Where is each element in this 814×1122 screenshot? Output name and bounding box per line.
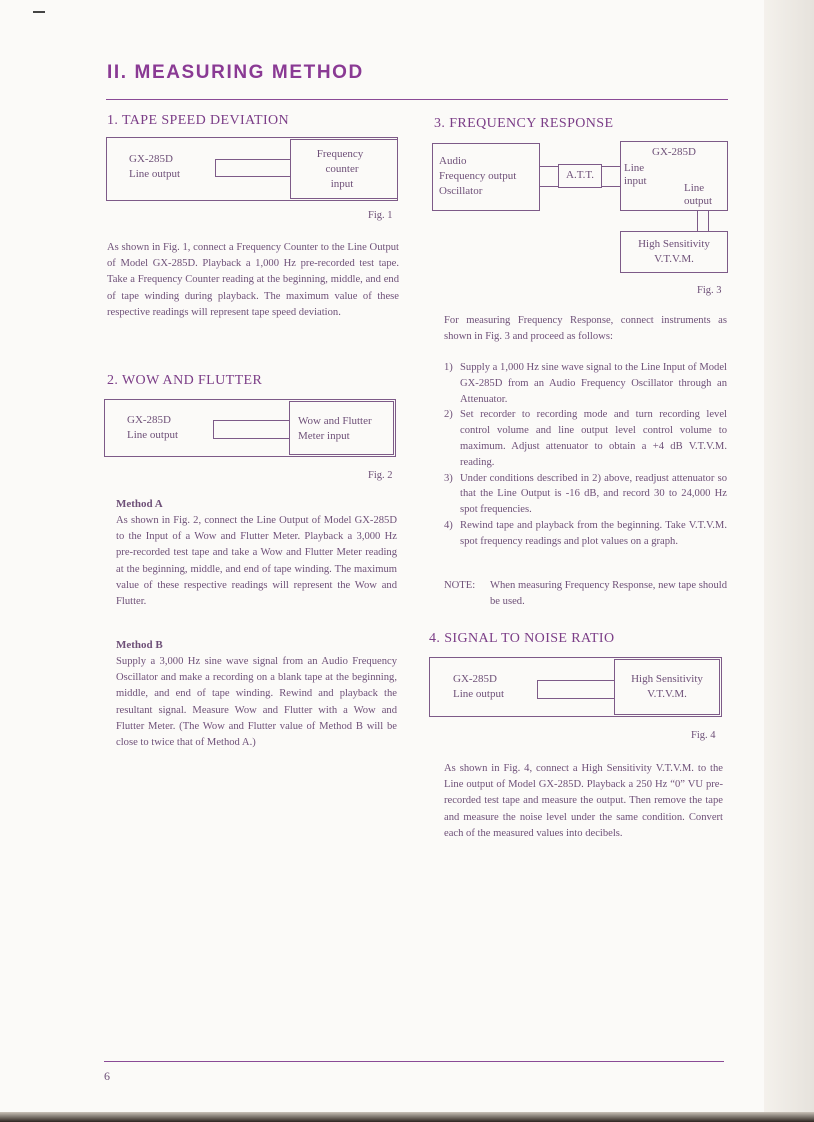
fig3-caption: Fig. 3 xyxy=(697,285,722,296)
fig3-cable-b-top xyxy=(602,166,620,167)
fig1-line-output-label: Line output xyxy=(129,168,181,180)
method-b-title: Method B xyxy=(116,639,163,651)
dash-mark xyxy=(33,11,45,13)
fig2-caption: Fig. 2 xyxy=(368,470,393,481)
section-3-intro: For measuring Frequency Response, connect instruments as shown in Fig. 3 and proceed as follows: xyxy=(444,315,727,343)
fig3-cable-a-bottom xyxy=(540,186,558,187)
fig2-cable-bottom xyxy=(213,438,289,439)
fig2-meter-line1: Wow and Flutter xyxy=(298,415,372,427)
fig3-cable-c-right xyxy=(708,211,709,231)
fig3-cable-c-left xyxy=(697,211,698,231)
fig3-cable-b-bottom xyxy=(602,186,620,187)
section-4-paragraph: As shown in Fig. 4, connect a High Sensitivity V.T.V.M. to the Line output of Model GX-285D. Playback a 250 Hz “0” VU pre-recorded test tape and measure the output. Then remove the tape and measure the noise level under the same condition. Convert each of the measured values into decibels. xyxy=(444,763,723,839)
fig2-meter-line2: Meter input xyxy=(298,430,350,442)
method-b-text: Supply a 3,000 Hz sine wave signal from an Audio Frequency Oscillator and make a recording on a blank tape at the beginning, middle, and end of tape winding. Rewind and playback the resultant signal. Measure Wow and Flutter with a Wow and Flutter Meter. (The Wow and Flutter value of Method B will be close to twice that of Method A.) xyxy=(116,656,397,749)
footer-rule xyxy=(104,1061,724,1062)
fig3-line-input-1: Line xyxy=(624,162,645,174)
fig2-gx-label: GX-285D xyxy=(127,414,171,426)
fig3-cable-a-top xyxy=(540,166,558,167)
fig3-gx-title: GX-285D xyxy=(652,146,696,158)
section-1-heading: 1. TAPE SPEED DEVIATION xyxy=(107,113,290,128)
fig3-osc-line3: Oscillator xyxy=(439,185,483,197)
page-title: II. MEASURING METHOD xyxy=(107,62,364,83)
note-text: When measuring Frequency Response, new tape should be used. xyxy=(490,580,727,608)
fig4-vtvm-line1: High Sensitivity xyxy=(631,673,703,685)
fig1-counter-line3: input xyxy=(330,178,354,190)
method-a-title: Method A xyxy=(116,498,163,510)
fig4-cable-top xyxy=(537,680,614,681)
fig4-cable-end xyxy=(537,680,538,698)
fig3-vtvm-line2: V.T.V.M. xyxy=(654,253,694,265)
section-2-heading: 2. WOW AND FLUTTER xyxy=(107,373,263,388)
fig3-osc-line2: Frequency output xyxy=(439,170,517,182)
fig1-caption: Fig. 1 xyxy=(368,210,393,221)
fig3-att-label: A.T.T. xyxy=(566,169,594,181)
fig1-cable-end xyxy=(215,159,216,176)
step-1: 1) Supply a 1,000 Hz sine wave signal to the Line Input of Model GX-285D from an Audio Frequency Oscillator through an Attenuator. xyxy=(444,362,727,405)
fig2-cable-end xyxy=(213,420,214,438)
page-number: 6 xyxy=(104,1069,110,1083)
section-4-heading: 4. SIGNAL TO NOISE RATIO xyxy=(429,631,615,646)
step-3: 3) Under conditions described in 2) above, readjust attenuator so that the Line Output is -16 dB, and record 30 to 24,000 Hz spot frequencies. xyxy=(444,472,727,516)
section-1-paragraph: As shown in Fig. 1, connect a Frequency Counter to the Line Output of Model GX-285D. Playback a 1,000 Hz pre-recorded test tape. Take a Frequency Counter reading at the beginning, middle, and end of tape winding during playback. The maximum value of these respective readings will represent tape speed deviation. xyxy=(107,242,399,318)
fig1-cable-top xyxy=(215,159,290,160)
section-3-heading: 3. FREQUENCY RESPONSE xyxy=(434,116,614,131)
method-a-text: As shown in Fig. 2, connect the Line Output of Model GX-285D to the Input of a Wow and Flutter Meter. Playback a 3,000 Hz pre-recorded test tape and take a Wow and Flutter Meter reading at the beginning, middle, and end of tape winding. The maximum value of these respective readings will represent the Wow and Flutter. xyxy=(116,515,397,608)
fig4-vtvm-line2: V.T.V.M. xyxy=(647,688,687,700)
fig4-caption: Fig. 4 xyxy=(691,730,716,741)
fig2-line-output-label: Line output xyxy=(127,429,179,441)
fig3-line-input-2: input xyxy=(624,175,647,187)
fig4-gx-label: GX-285D xyxy=(453,673,497,685)
fig4-cable-bottom xyxy=(537,698,614,699)
title-rule xyxy=(106,99,728,100)
fig3-vtvm-line1: High Sensitivity xyxy=(638,238,710,250)
scan-bottom-edge xyxy=(0,1112,814,1122)
fig3-line-output-2: output xyxy=(684,195,713,207)
fig2-cable-top xyxy=(213,420,289,421)
note-label: NOTE: xyxy=(444,580,476,591)
fig3-line-output-1: Line xyxy=(684,182,705,194)
fig3-osc-line1: Audio xyxy=(439,155,467,167)
step-4: 4) Rewind tape and playback from the beginning. Take V.T.V.M. spot frequency readings and plot values on a graph. xyxy=(444,519,727,547)
fig1-counter-line2: counter xyxy=(325,163,359,175)
page-edge-shadow xyxy=(764,0,814,1122)
step-2: 2) Set recorder to recording mode and turn recording level control volume and line output level control volume to maximum. Adjust attenuator to obtain a +4 dB V.T.V.M. reading. xyxy=(444,409,727,468)
fig1-cable-bottom xyxy=(215,176,290,177)
fig1-counter-line1: Frequency xyxy=(316,148,364,160)
frequency-steps-list xyxy=(444,360,727,550)
fig1-gx-label: GX-285D xyxy=(129,153,173,165)
fig4-line-output-label: Line output xyxy=(453,688,505,700)
